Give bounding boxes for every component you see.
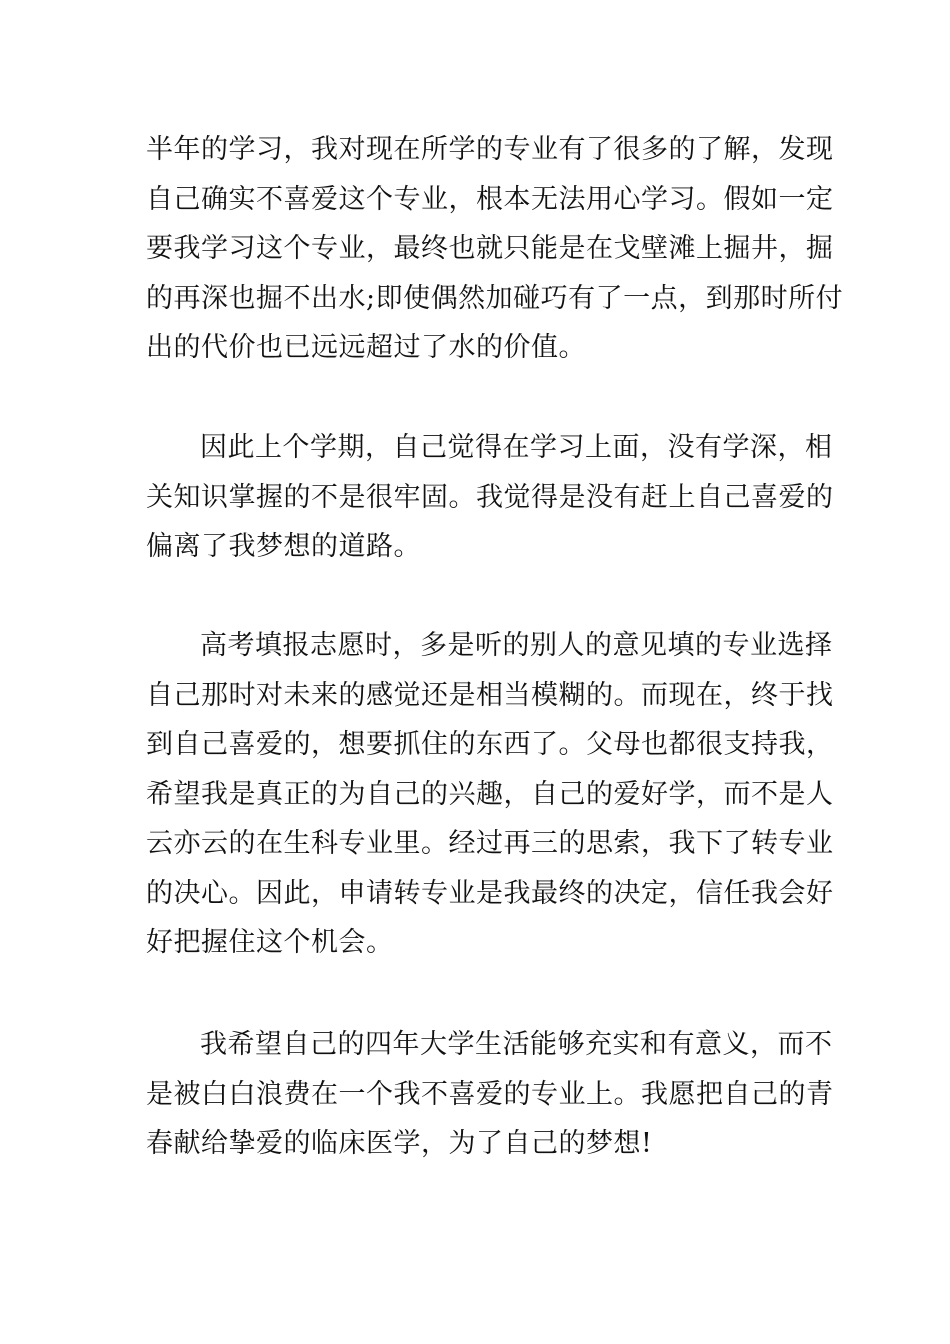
paragraph-4 [146, 1020, 834, 1169]
paragraph-line: 偏离了我梦想的道路。 [146, 531, 421, 562]
paragraph-line: 云亦云的在生科专业里。经过再三的思索，我下了转专业 [146, 828, 834, 859]
paragraph-line: 关知识掌握的不是很牢固。我觉得是没有赶上自己喜爱的 [146, 481, 834, 513]
paragraph-line: 高考填报志愿时，多是听的别人的意见填的专业选择 [200, 630, 833, 661]
paragraph-line: 到自己喜爱的，想要抓住的东西了。父母也都很支持我， [146, 729, 834, 760]
paragraph-line: 希望我是真正的为自己的兴趣，自己的爱好学，而不是人 [146, 778, 834, 810]
paragraph-line: 春献给挚爱的临床医学，为了自己的梦想! [146, 1128, 653, 1159]
paragraph-2 [146, 423, 834, 572]
paragraph-line: 自己那时对未来的感觉还是相当模糊的。而现在，终于找 [146, 679, 834, 711]
paragraph-line: 是被白白浪费在一个我不喜爱的专业上。我愿把自己的青 [146, 1078, 834, 1110]
paragraph-line: 要我学习这个专业，最终也就只能是在戈壁滩上掘井，掘 [146, 233, 834, 264]
paragraph-1 [146, 125, 844, 373]
paragraph-line: 的再深也掘不出水;即使偶然加碰巧有了一点，到那时所付 [146, 282, 844, 314]
paragraph-line: 我希望自己的四年大学生活能够充实和有意义，而不 [200, 1029, 833, 1060]
paragraph-line: 因此上个学期，自己觉得在学习上面，没有学深，相 [200, 432, 833, 463]
paragraph-line: 好把握住这个机会。 [146, 927, 394, 958]
paragraph-line: 自己确实不喜爱这个专业，根本无法用心学习。假如一定 [146, 183, 834, 215]
paragraph-3 [146, 621, 834, 968]
paragraph-line: 半年的学习，我对现在所学的专业有了很多的了解，发现 [146, 134, 834, 165]
paragraph-line: 的决心。因此，申请转专业是我最终的决定，信任我会好 [146, 877, 834, 909]
paragraph-line: 出的代价也已远远超过了水的价值。 [146, 332, 586, 363]
